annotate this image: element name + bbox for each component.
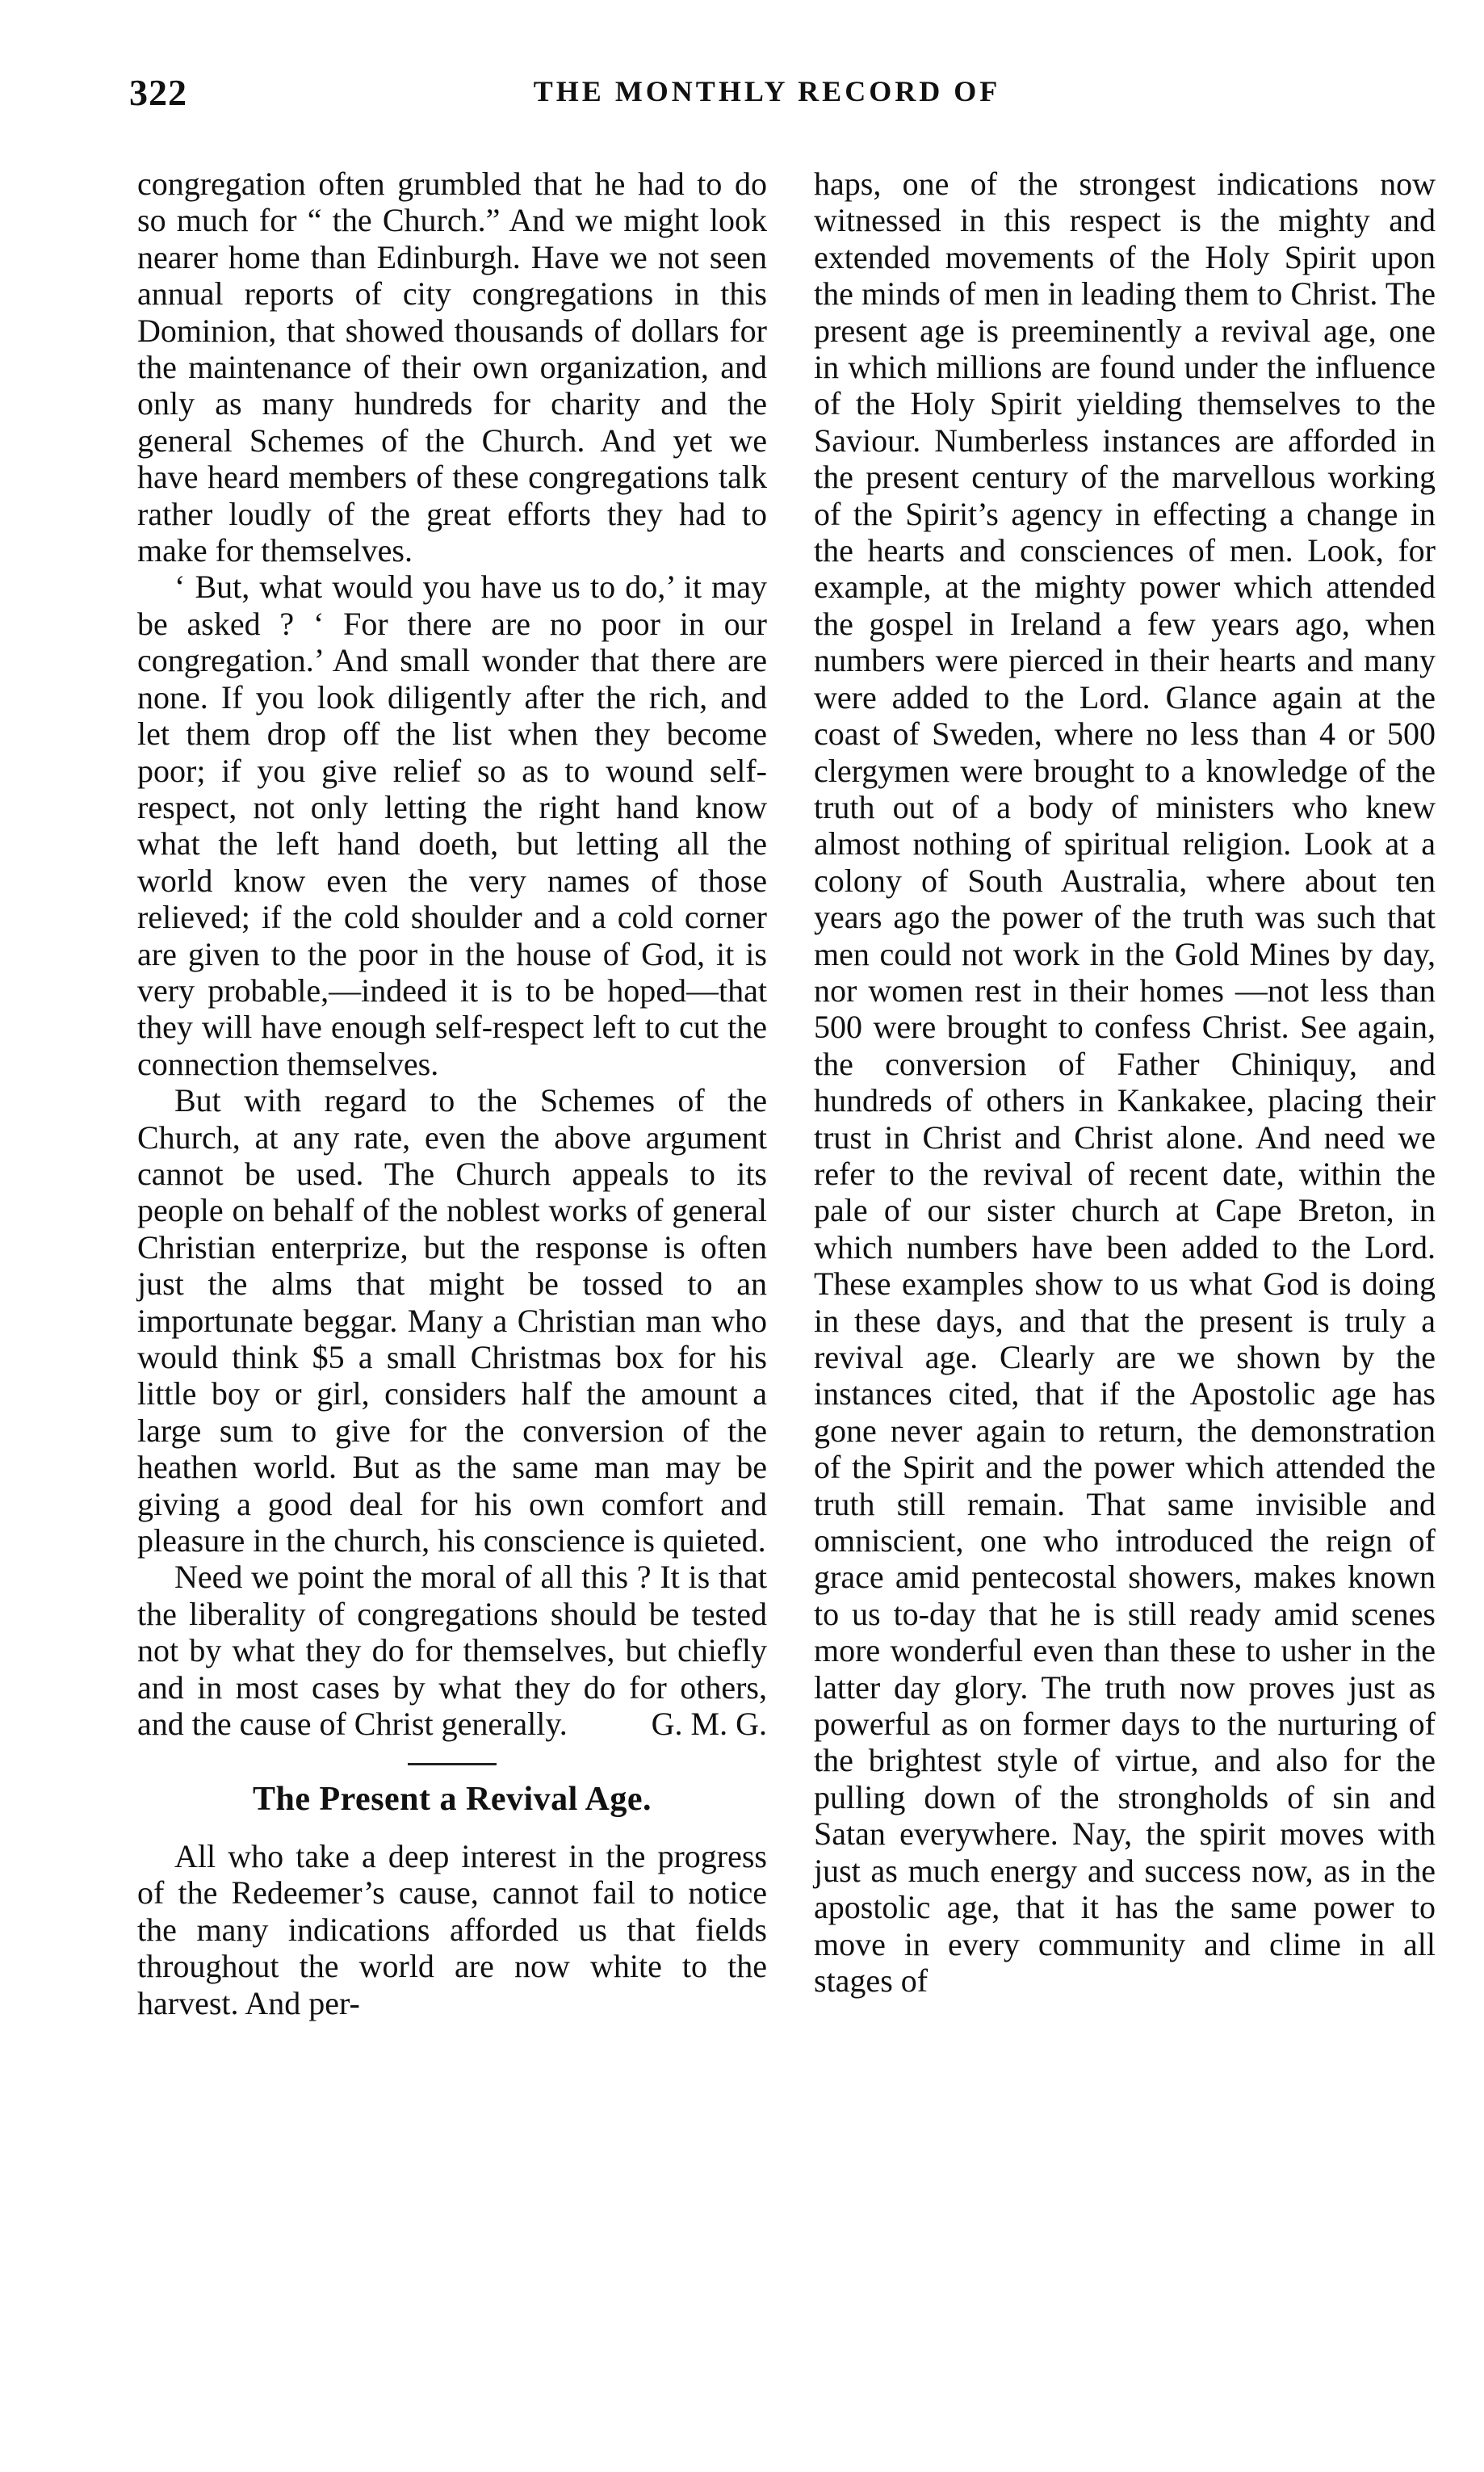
running-head: THE MONTHLY RECORD OF xyxy=(533,75,1001,107)
paragraph-text: Need we point the moral of all this ? It is that the liberality of congregations should be tested not by what they do for themselves, but chiefly and in most cases by what they do for others, and the cause of Christ generally. xyxy=(137,1559,767,1743)
page-number: 322 xyxy=(129,72,187,113)
left-column xyxy=(137,166,767,2021)
paragraph: ‘ But, what would you have us to do,’ it may be asked ? ‘ For there are no poor in our congregation.’ And small wonder that there are none. If you look diligently after the rich, and let them drop off the list when they become poor; if you give relief so as to wound self-respect, not only letting the right hand know what the left hand doeth, but letting all the world know even the very names of those relieved; if the cold shoulder and a cold corner are given to the poor in the house of God, it is very probable,—indeed it is to be hoped—that they will have enough self-respect left to cut the connection themselves. xyxy=(137,569,767,1082)
article-title: The Present a Revival Age. xyxy=(253,1781,652,1819)
paragraph: haps, one of the strongest indications now witnessed in this respect is the mighty and extended movements of the Holy Spirit upon the minds of men in leading them to Christ. The present age is preeminently a revival age, one in which millions are found under the influence of the Holy Spirit yielding themselves to the Saviour. Numberless instances are afforded in the present century of the marvellous working of the Spirit’s agency in effecting a change in the hearts and consciences of men. Look, for example, at the mighty power which attended the gospel in Ireland a few years ago, when numbers were pierced in their hearts and many were added to the Lord. Glance again at the coast of Sweden, where no less than 4 or 500 clergymen were brought to a knowledge of the truth out of a body of ministers who knew almost nothing of spiritual religion. Look at a colony of South Australia, where about ten years ago the power of the truth was such that men could not work in the Gold Mines by day, nor women rest in their homes —not less than 500 were brought to confess Christ. See again, the conversion of Father Chiniquy, and hundreds of others in Kankakee, placing their trust in Christ and Christ alone. And need we refer to the revival of recent date, within the pale of our sister church at Cape Breton, in which numbers have been added to the Lord. These examples show to us what God is doing in these days, and that the present is truly a revival age. Clearly are we shown by the instances cited, that if the Apostolic age has gone never again to return, the demonstration of the Spirit and the power which attended the truth still remain. That same invisible and omniscient, one who introduced the reign of grace amid pentecostal showers, makes known to us to-day that he is still ready amid scenes more wonderful even than these to usher in the latter day glory. The truth now proves just as powerful as on former days to the nurturing of the brightest style of virtue, and also for the pulling down of the strongholds of sin and Satan everywhere. Nay, the spirit moves with just as much energy and success now, as in the apostolic age, that it has the same power to move in every community and clime in all stages of xyxy=(814,166,1436,1999)
page-header xyxy=(129,71,1405,116)
paragraph: But with regard to the Schemes of the Church, at any rate, even the above argument cannot be used. The Church appeals to its people on behalf of the noblest works of general Christian enterprize, but the response is often just the alms that might be tossed to an importunate beggar. Many a Christian man who would think $5 a small Christmas box for his little boy or girl, considers half the amount a large sum to give for the conversion of the heathen world. But as the same man may be giving a good deal for his own comfort and pleasure in the church, his conscience is quieted. xyxy=(137,1082,767,1559)
section-divider xyxy=(408,1763,497,1765)
right-column xyxy=(814,166,1436,1999)
signature: G. M. G. xyxy=(651,1706,767,1743)
paragraph: All who take a deep interest in the progress of the Redeemer’s cause, cannot fail to notice the many indications afforded us that fields throughout the world are now white to the harvest. And per- xyxy=(137,1837,767,2021)
paragraph: congregation often grumbled that he had to do so much for “ the Church.” And we might look nearer home than Edinburgh. Have we not seen annual reports of city congregations in this Dominion, that showed thousands of dollars for the maintenance of their own organization, and only as many hundreds for charity and the general Schemes of the Church. And yet we have heard members of these congregations talk rather loudly of the great efforts they had to make for themselves. xyxy=(137,166,767,569)
paragraph xyxy=(137,1559,767,1742)
